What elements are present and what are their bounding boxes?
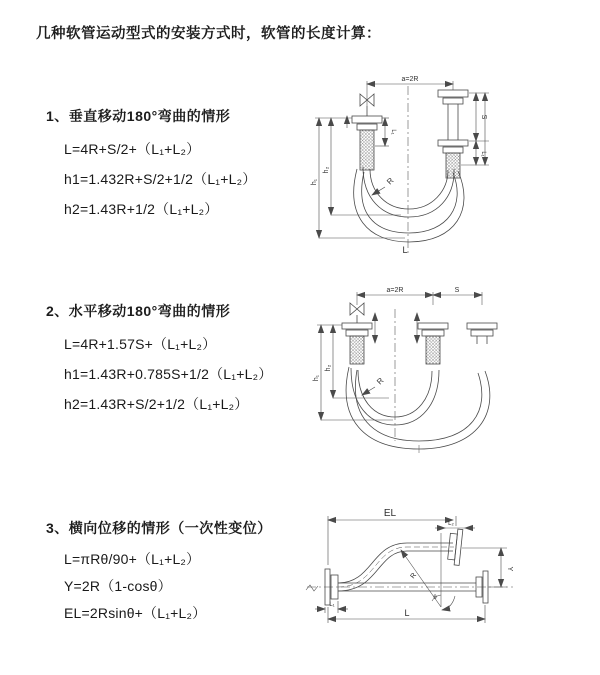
dim-label-y: Y (506, 566, 513, 572)
dim-label-length: L (402, 245, 408, 255)
dim-label-h1: h₁ (313, 374, 320, 382)
formula-line: h1=1.43R+0.785S+1/2（L₁+L₂） (64, 366, 273, 382)
dim-label-h1: h₁ (311, 178, 318, 186)
diagram-horizontal-180-bend (305, 283, 595, 458)
dimension-lines (317, 295, 482, 420)
dim-label-el: EL (383, 508, 397, 519)
formula-block (64, 329, 272, 419)
section-lateral-displacement (46, 518, 272, 627)
section-horizontal-movement (46, 301, 272, 419)
hose-u-assembly (342, 292, 497, 453)
dim-label-l1-left: L₁ (390, 129, 396, 135)
dimension-lines (315, 84, 489, 238)
formula-line: EL=2Rsinθ+（L₁+L₂） (64, 605, 207, 621)
dim-label-radius: R (409, 571, 419, 581)
section-heading: 2、水平移动180°弯曲的情形 (46, 303, 231, 319)
dim-label-s: S (454, 287, 460, 294)
dimension-lines (315, 516, 507, 623)
dim-label-l2: L₂ (448, 521, 454, 527)
dim-label-radius: R (385, 176, 396, 187)
page-title: 几种软管运动型式的安装方式时，软管的长度计算： (36, 26, 381, 42)
formula-line: h2=1.43R+1/2（L₁+L₂） (64, 201, 219, 217)
dim-label-span: a=2R (386, 287, 404, 294)
dim-label-h2: h₂ (325, 364, 332, 372)
formula-line: L=4R+S/2+（L₁+L₂） (64, 141, 201, 157)
formula-line: h2=1.43R+S/2+1/2（L₁+L₂） (64, 396, 249, 412)
dim-label-h2: h₂ (323, 166, 330, 174)
dim-label-theta: θ (433, 595, 437, 601)
section-heading: 1、垂直移动180°弯曲的情形 (46, 108, 231, 124)
dim-label-l1: L₁ (329, 602, 335, 608)
formula-line: L=πRθ/90+（L₁+L₂） (64, 551, 201, 567)
section-vertical-movement (46, 106, 256, 224)
dim-label-s: S (480, 114, 487, 120)
dim-label-radius: R (375, 376, 386, 387)
diagram-lateral-displacement (295, 503, 600, 663)
formula-line: h1=1.432R+S/2+1/2（L₁+L₂） (64, 171, 257, 187)
hose-u-assembly (352, 81, 468, 256)
dim-label-span: a=2R (401, 76, 419, 83)
formula-block (64, 134, 256, 224)
hose-s-assembly (306, 528, 513, 610)
section-heading: 3、横向位移的情形（一次性变位） (46, 520, 272, 536)
diagram-vertical-180-bend (305, 70, 595, 265)
formula-block (64, 546, 272, 627)
dim-label-length: L (404, 608, 410, 618)
centerline-break-mark (306, 585, 318, 591)
formula-line: L=4R+1.57S+（L₁+L₂） (64, 336, 217, 352)
formula-line: Y=2R（1-cosθ） (64, 578, 172, 594)
dim-label-l1-right: L₁ (480, 151, 486, 157)
